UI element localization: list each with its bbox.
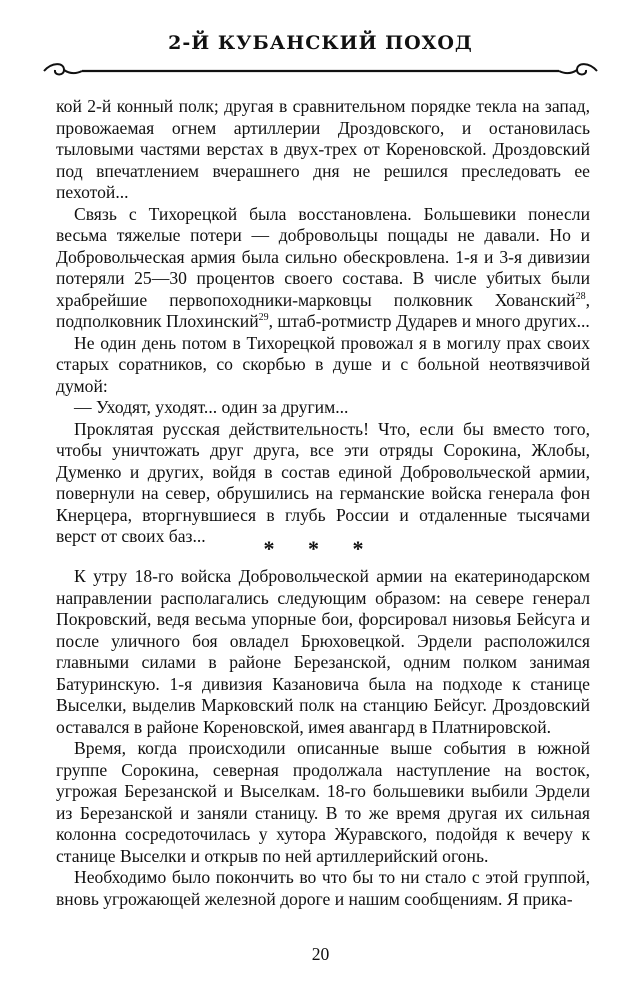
text-block-top [56, 96, 590, 548]
paragraph: Необходимо было покончить во что бы то ни стало с этой группой, вновь угрожающей железной дороге и нашим сообщениям. Я прика- [56, 867, 590, 909]
header-ornament-icon [40, 60, 601, 80]
running-header [40, 24, 601, 72]
paragraph: Время, когда происходили описанные выше события в южной группе Сорокина, северная продолжала наступление на восток, угрожая Березанской и Выселкам. 18-го большевики выбили Эрдели из Березанской и заняли станицу. В то же время другая их сильная колонна сосредоточилась у хутора Журавского, подойдя к вечеру к станице Выселки и открыв по ней артиллерийский огонь. [56, 738, 590, 866]
paragraph-text: , подполковник Плохинский [56, 289, 590, 331]
paragraph: кой 2-й конный полк; другая в сравнительном порядке текла на запад, провожаемая огнем артиллерии Дроздовского, и остановилась тыловыми частями верстах в двух-трех от Кореновской. Дроздовский под впечатлением вчерашнего дня не решился преследовать ее пехотой... [56, 96, 590, 202]
text-block-bottom [56, 566, 590, 910]
paragraph: Не один день потом в Тихорецкой провожал я в могилу прах своих старых соратников, со скорбью в душе и с больной неотвязчивой думой: [56, 332, 590, 396]
footnote-ref[interactable]: 29 [258, 312, 269, 324]
paragraph [56, 204, 590, 333]
footnote-ref[interactable]: 28 [575, 290, 586, 302]
paragraph: Проклятая русская действительность! Что, если бы вместо того, чтобы уничтожать друг друга, все эти отряды Сорокина, Жлобы, Думенко и других, войдя в состав единой Добровольческой армии, повернули на север, обрушились на германские войска генерала фон Кнерцера, вторгнувшиеся в глубь России и отдаленные тысячами верст от своих баз... [56, 418, 590, 546]
page-number: 20 [311, 944, 330, 964]
paragraph: — Уходят, уходят... один за другим... [74, 397, 349, 417]
header-title: 2-Й КУБАНСКИЙ ПОХОД [168, 32, 473, 54]
paragraph-text: , штаб-ротмистр Дударев и много других... [268, 311, 590, 331]
section-separator: * * * [263, 536, 378, 561]
paragraph: К утру 18-го войска Добровольческой армии на екатеринодарском направлении располагались следующим образом: на севере генерал Покровский, ведя весьма упорные бои, форсировал низовья Бейсуга и после уличного боя овладел Брюховецкой. Эрдели расположился главными силами в районе Березанской, одним полком занимая Батуринскую. 1-я дивизия Казановича была на подходе к станице Выселки, выделив Марковский полк на станцию Бейсуг. Дроздовский оставался в районе Кореновской, имея авангард в Платнировской. [56, 566, 590, 737]
paragraph-text: Связь с Тихорецкой была восстановлена. Большевики понесли весьма тяжелые потери — добровольцы пощады не давали. Но и Добровольческая армия была сильно обескровлена. 1-я и 3-я дивизии потеряли 25—30 процентов своего состава. В числе убитых были храбрейшие первопоходники-марковцы полковник Хованский [56, 203, 590, 310]
